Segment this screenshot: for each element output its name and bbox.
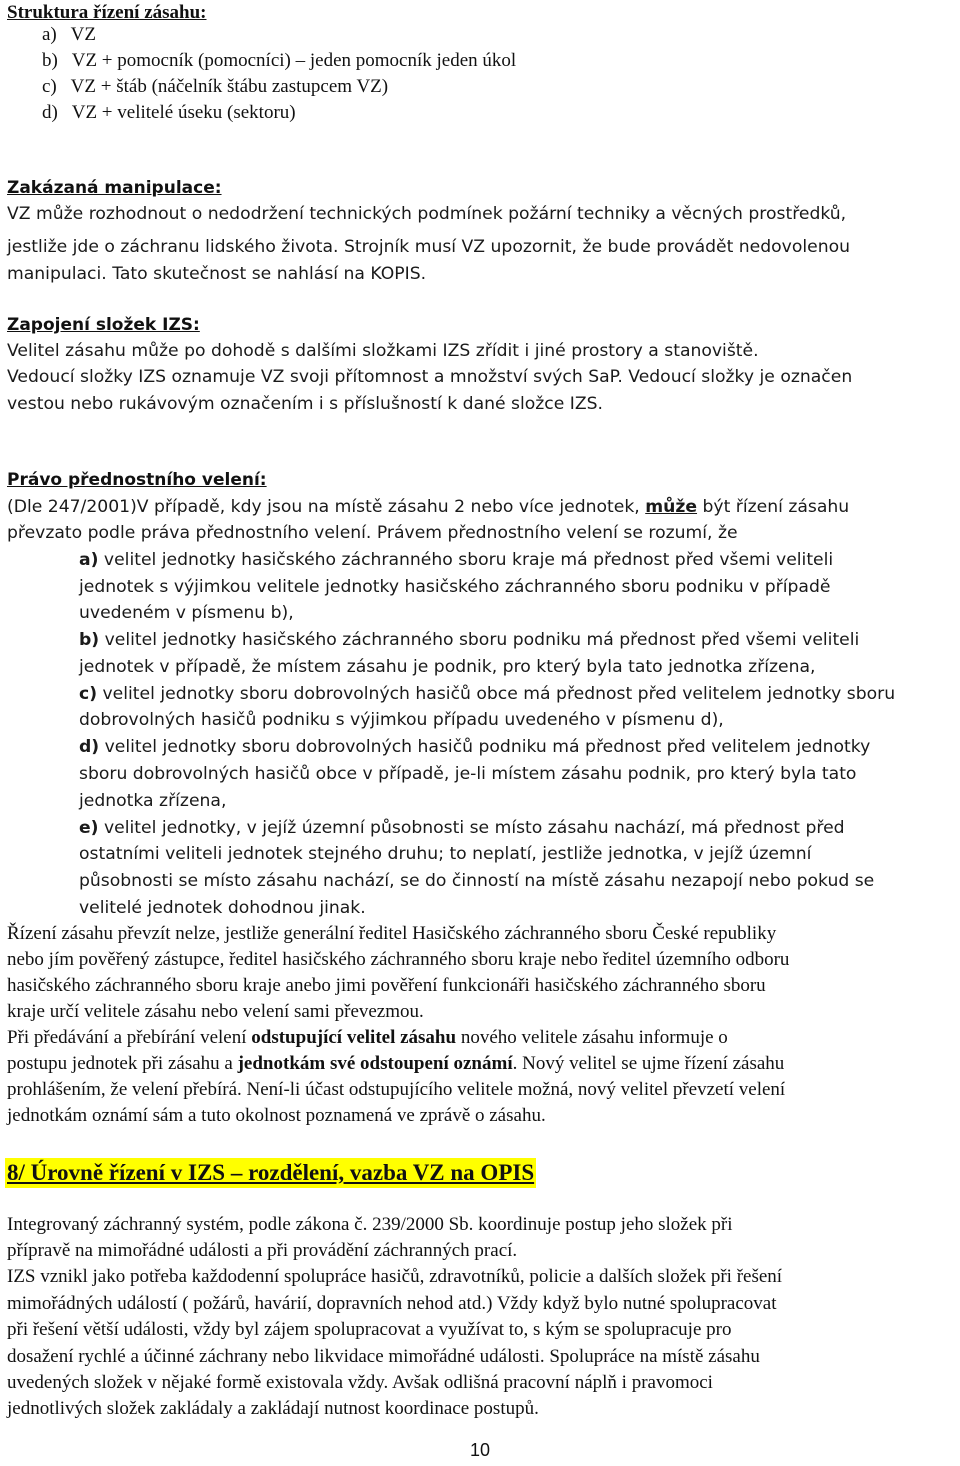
list-item <box>79 681 895 707</box>
paragraph-line: uvedených složek v nějaké formě existovala vždy. Avšak odlišná pracovní náplň i pravomoci <box>7 1372 713 1393</box>
text-run: velitel jednotky sboru dobrovolných hasičů podniku má přednost před velitelem jednotky <box>99 737 871 757</box>
list-item <box>79 815 845 841</box>
text-run: postupu jednotek při zásahu a <box>7 1053 238 1074</box>
text-run: velitel jednotky sboru dobrovolných hasičů obce má přednost před velitelem jednotky sboru <box>97 684 896 704</box>
text-run: Při předávání a přebírání velení <box>7 1027 252 1048</box>
paragraph-line: jestliže jde o záchranu lidského života. Strojník musí VZ upozornit, že bude provádět nedovolenou <box>7 237 851 257</box>
list-label: d) <box>79 737 100 757</box>
paragraph-line: Velitel zásahu může po dohodě s dalšími složkami IZS zřídit i jiné prostory a stanoviště. <box>7 341 759 361</box>
list-label: c) <box>79 684 98 704</box>
list-item-line: jednotek v případě, že místem zásahu je podnik, pro který byla tato jednotka zřízena, <box>79 657 816 677</box>
emphasis-text: může <box>645 497 698 517</box>
list-item: a) VZ <box>42 24 96 45</box>
text-run: (Dle 247/2001)V případě, kdy jsou na místě zásahu 2 nebo více jednotek, <box>7 497 646 517</box>
text-run: . Nový velitel se ujme řízení zásahu <box>512 1053 785 1074</box>
heading-struktura: Struktura řízení zásahu: <box>7 2 207 23</box>
list-item: d) VZ + velitelé úseku (sektoru) <box>42 102 296 123</box>
list-item-line: dobrovolných hasičů podniku s výjimkou případu uvedeného v písmenu d), <box>79 710 724 730</box>
text-run: velitel jednotky hasičského záchranného sboru kraje má přednost před všemi veliteli <box>98 550 834 570</box>
list-item <box>79 734 870 760</box>
paragraph-line <box>7 494 849 520</box>
paragraph-line: Řízení zásahu převzít nelze, jestliže generální ředitel Hasičského záchranného sboru České republiky <box>7 923 777 944</box>
text-run: být řízení zásahu <box>697 497 850 517</box>
paragraph-line: jednotlivých složek zakládaly a zakládají nutnost koordinace postupů. <box>7 1398 539 1419</box>
list-item-line: působnosti se místo zásahu nachází, se do činností na místě zásahu nezapojí nebo pokud se <box>79 871 875 891</box>
paragraph-line <box>7 1025 728 1051</box>
heading-zakazana: Zakázaná manipulace: <box>7 178 222 198</box>
page-number: 10 <box>469 1440 491 1460</box>
paragraph-line: dosažení rychlé a účinné záchrany nebo likvidace mimořádné události. Spolupráce na místě zásahu <box>7 1346 760 1367</box>
list-item-line: jednotek s výjimkou velitele jednotky hasičského záchranného sboru podniku v případě <box>79 577 831 597</box>
list-item: c) VZ + štáb (náčelník štábu zastupcem VZ) <box>42 76 389 97</box>
text-run: velitel jednotky, v jejíž územní působnosti se místo zásahu nachází, má přednost před <box>98 818 845 838</box>
text-run: nového velitele zásahu informuje o <box>456 1027 728 1048</box>
list-item-line: ostatními veliteli jednotek stejného druhu; to neplatí, jestliže jednotka, v jejíž územní <box>79 844 812 864</box>
paragraph-line: vestou nebo rukávovým označením i s příslušností k dané složce IZS. <box>7 394 603 414</box>
list-item-line: uvedeném v písmenu b), <box>79 603 294 623</box>
paragraph-line: Integrovaný záchranný systém, podle zákona č. 239/2000 Sb. koordinuje postup jeho složek při <box>7 1214 733 1235</box>
list-item: b) VZ + pomocník (pomocníci) – jeden pomocník jeden úkol <box>42 50 517 71</box>
section-heading: 8/ Úrovně řízení v IZS – rozdělení, vazba VZ na OPIS <box>5 1158 536 1188</box>
paragraph-line: prohlášením, že velení přebírá. Není-li účast odstupujícího velitele možná, nový velitel převzetí velení <box>7 1079 786 1100</box>
list-label: e) <box>79 818 99 838</box>
paragraph-line <box>7 1051 784 1077</box>
paragraph-line: manipulaci. Tato skutečnost se nahlásí na KOPIS. <box>7 264 427 284</box>
paragraph-line: nebo jím pověřený zástupce, ředitel hasičského záchranného sboru kraje nebo ředitel územního odboru <box>7 949 790 970</box>
paragraph-line: kraje určí velitele zásahu nebo velení sami převezmou. <box>7 1001 424 1022</box>
list-item-line: jednotka zřízena, <box>79 791 227 811</box>
list-label: a) <box>79 550 99 570</box>
paragraph-line: hasičského záchranného sboru kraje anebo jimi pověření funkcionáři hasičského záchranného sboru <box>7 975 766 996</box>
list-label: b) <box>79 630 100 650</box>
list-item <box>79 547 833 573</box>
paragraph-line: VZ může rozhodnout o nedodržení technických podmínek požární techniky a věcných prostředků, <box>7 204 847 224</box>
list-item-line: sboru dobrovolných hasičů obce v případě, je-li místem zásahu podnik, pro který byla tato <box>79 764 857 784</box>
paragraph-line: jednotkám oznámí sám a tuto okolnost poznamená ve zprávě o zásahu. <box>7 1105 546 1126</box>
heading-zapojeni: Zapojení složek IZS: <box>7 315 200 335</box>
list-item-line: velitelé jednotek dohodnou jinak. <box>79 898 366 918</box>
paragraph-line: IZS vznikl jako potřeba každodenní spolupráce hasičů, zdravotníků, policie a dalších složek při řešení <box>7 1266 783 1287</box>
paragraph-line: Vedoucí složky IZS oznamuje VZ svoji přítomnost a množství svých SaP. Vedoucí složky je označen <box>7 367 853 387</box>
text-run: velitel jednotky hasičského záchranného sboru podniku má přednost před všemi veliteli <box>99 630 860 650</box>
paragraph-line: mimořádných událostí ( požárů, havárií, dopravních nehod atd.) Vždy když bylo nutné spolupracovat <box>7 1293 777 1314</box>
paragraph-line: přípravě na mimořádné události a při provádění záchranných prací. <box>7 1240 518 1261</box>
paragraph-line: při řešení větší události, vždy byl zájem spolupracovat a využívat to, s kým se spolupracuje pro <box>7 1319 732 1340</box>
emphasis-text: odstupující velitel zásahu <box>251 1027 457 1048</box>
paragraph-line: převzato podle práva přednostního velení. Právem přednostního velení se rozumí, že <box>7 523 738 543</box>
list-item <box>79 627 859 653</box>
emphasis-text: jednotkám své odstoupení oznámí <box>237 1053 513 1074</box>
heading-pravo: Právo přednostního velení: <box>7 470 267 490</box>
